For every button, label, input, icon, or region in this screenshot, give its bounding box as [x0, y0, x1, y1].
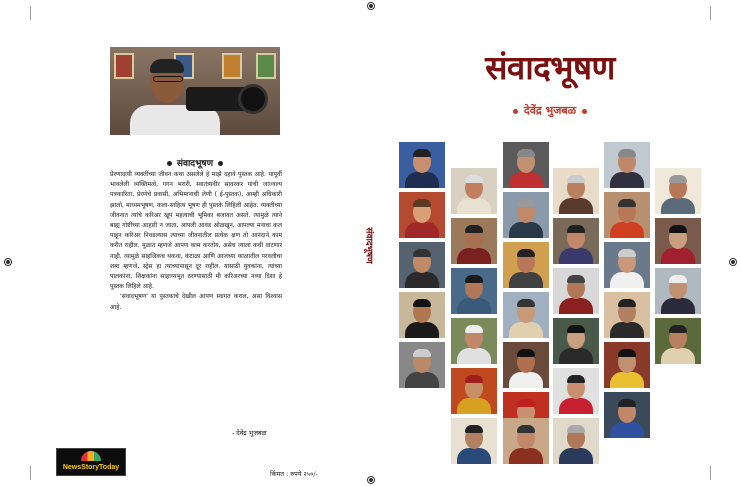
portrait-photo	[451, 268, 497, 314]
registration-mark-right	[729, 258, 737, 266]
portrait-hair	[517, 349, 535, 357]
portrait-body	[405, 322, 439, 338]
blurb-paragraph: 'संवादभूषण' या पुस्तकाचे देखील आपण स्वागत कराल, असा विश्वास आहे.	[110, 293, 282, 311]
wall-frame	[114, 53, 134, 79]
portrait-hair	[669, 325, 687, 333]
crop-mark	[710, 466, 711, 480]
portrait-photo	[604, 242, 650, 288]
portrait-body	[559, 198, 593, 214]
portrait-body	[610, 172, 644, 188]
portrait-photo	[604, 192, 650, 238]
portrait-body	[457, 398, 491, 414]
portrait-hair	[618, 149, 636, 157]
portrait-photo	[553, 318, 599, 364]
portrait-hair	[618, 199, 636, 207]
registration-mark-center	[367, 2, 375, 10]
portrait-body	[661, 348, 695, 364]
portrait-hair	[567, 375, 585, 383]
portrait-hair	[465, 325, 483, 333]
wall-frame	[256, 53, 276, 79]
portrait-hair	[517, 199, 535, 207]
wall-frame	[222, 53, 242, 79]
crop-mark	[30, 466, 31, 480]
crop-mark	[30, 6, 31, 20]
portrait-photo	[451, 168, 497, 214]
portrait-hair	[618, 349, 636, 357]
blurb-paragraph: प्रेरणादायी व्यक्तींच्या जीवन कथा असलेले हे माझे दहावे पुस्तक आहे. यापूर्वी भावलेली व्यक्तिमत्वे, गगन भरारी, स्वातंत्र्यवीर सावरकर यांची जाज्वल्य पत्रकारिता, प्रेरणेचे प्रवासी, अभिमानाची लेणी ( ई-पुस्तक), आम्ही अधिकारी झालो, माध्यमभूषण, कला-साहित्य भूषण ही पुस्तके लिहिली आहेत. व्यक्तींच्या जीवनात त्यांचे करिअर खूप महत्वाची भूमिका बजावत असते. त्यामुळे त्याने बाह्य गोष्टींच्या आहारी न जाता, आपली आवड ओळखून, आपल्या मनाचा कल पाहून करिअर निवडल्यास त्याच्या जीवनातील प्रत्येक क्षण तो आनंदाने काम करीत राहील. मुळात म्हणजे आपण काम करतोय, असेच त्याला कधी वाटणार नाही. त्यामुळे साहजिकच थकवा, कंटाळा आणि आजच्या काळातील परवलीचा शब्द म्हणजे, स्ट्रेस हा त्याच्यापासून दूर राहील. यासाठी युवकांना, त्यांच्या पालकांना, शिक्षकांना साहाय्यभूत ठरण्यासाठी मी करिअरच्या नव्या दिशा हे पुस्तक लिहिले आहे.	[110, 171, 282, 291]
publisher-logo-text: NewsStoryToday	[62, 463, 120, 471]
portrait-photo	[399, 342, 445, 388]
back-cover-title	[110, 156, 280, 169]
portrait-body	[405, 272, 439, 288]
publisher-logo	[56, 448, 126, 476]
portrait-hair	[413, 199, 431, 207]
portrait-photo	[604, 342, 650, 388]
portrait-photo	[399, 242, 445, 288]
portrait-hair	[567, 325, 585, 333]
back-cover-title-text: संवादभूषण	[176, 159, 214, 169]
portrait-photo	[503, 418, 549, 464]
portrait-hair	[517, 399, 535, 407]
portrait-hair	[669, 275, 687, 283]
portrait-body	[559, 298, 593, 314]
portrait-photo	[503, 142, 549, 188]
portrait-hair	[669, 175, 687, 183]
portrait-body	[509, 272, 543, 288]
portrait-body	[509, 172, 543, 188]
registration-mark-center-bottom	[367, 476, 375, 484]
bullet-icon	[167, 161, 172, 166]
registration-mark-left	[4, 258, 12, 266]
portrait-body	[559, 248, 593, 264]
portrait-hair	[465, 375, 483, 383]
portrait-body	[661, 198, 695, 214]
portrait-body	[457, 448, 491, 464]
portrait-hair	[413, 149, 431, 157]
back-cover-blurb	[110, 170, 282, 313]
portrait-body	[610, 272, 644, 288]
spine	[360, 215, 380, 275]
portrait-photo	[503, 342, 549, 388]
portrait-photo	[503, 292, 549, 338]
portrait-hair	[618, 299, 636, 307]
bullet-icon	[218, 161, 223, 166]
portrait-body	[559, 398, 593, 414]
portrait-hair	[517, 149, 535, 157]
front-cover-author-name: देवेंद्र भुजबळ	[523, 104, 577, 117]
author-glasses	[153, 76, 183, 82]
portrait-body	[610, 222, 644, 238]
crop-mark	[710, 6, 711, 20]
portrait-photo	[553, 268, 599, 314]
portrait-photo	[655, 218, 701, 264]
portrait-photo	[553, 368, 599, 414]
portrait-hair	[465, 425, 483, 433]
portrait-hair	[567, 175, 585, 183]
portrait-body	[559, 348, 593, 364]
portrait-hair	[567, 275, 585, 283]
portrait-photo	[451, 318, 497, 364]
camera-lens-icon	[238, 84, 268, 114]
author-hair	[150, 59, 184, 73]
front-cover-author	[470, 103, 630, 118]
portrait-hair	[669, 225, 687, 233]
portrait-body	[661, 298, 695, 314]
author-photo	[110, 47, 280, 135]
portrait-photo	[399, 142, 445, 188]
portrait-hair	[517, 299, 535, 307]
portrait-photo	[655, 168, 701, 214]
portrait-photo	[655, 268, 701, 314]
portrait-photo	[604, 292, 650, 338]
portrait-photo	[399, 192, 445, 238]
bullet-icon	[582, 109, 587, 114]
portrait-hair	[413, 249, 431, 257]
portrait-photo	[604, 142, 650, 188]
portrait-body	[405, 372, 439, 388]
portrait-body	[457, 198, 491, 214]
portrait-photo	[451, 368, 497, 414]
portrait-photo	[399, 292, 445, 338]
portrait-body	[559, 448, 593, 464]
portrait-hair	[413, 299, 431, 307]
portrait-hair	[465, 225, 483, 233]
portrait-hair	[465, 275, 483, 283]
front-cover-title: संवादभूषण	[485, 48, 615, 87]
portrait-body	[457, 348, 491, 364]
portrait-body	[457, 298, 491, 314]
portrait-hair	[618, 399, 636, 407]
portrait-hair	[413, 349, 431, 357]
portrait-hair	[567, 425, 585, 433]
portrait-body	[610, 322, 644, 338]
portrait-body	[509, 448, 543, 464]
portrait-photo	[553, 168, 599, 214]
portrait-photo	[553, 218, 599, 264]
portrait-hair	[618, 249, 636, 257]
portrait-body	[661, 248, 695, 264]
portrait-hair	[517, 425, 535, 433]
portrait-photo	[451, 218, 497, 264]
logo-emblem-icon	[81, 451, 101, 461]
portrait-body	[509, 322, 543, 338]
portrait-photo	[451, 418, 497, 464]
portrait-hair	[517, 249, 535, 257]
portrait-photo	[503, 242, 549, 288]
portrait-body	[610, 372, 644, 388]
portrait-photo	[503, 192, 549, 238]
portrait-body	[405, 222, 439, 238]
author-signature: - देवेंद्र भुजबळ	[232, 429, 267, 437]
portrait-photo	[604, 392, 650, 438]
portrait-hair	[465, 175, 483, 183]
price-label: किंमत : रुपये २५०/-	[270, 470, 318, 478]
portrait-body	[509, 222, 543, 238]
portrait-body	[610, 422, 644, 438]
spine-title: संवादभूषण	[363, 226, 374, 264]
portrait-photo	[553, 418, 599, 464]
portrait-body	[457, 248, 491, 264]
portrait-body	[405, 172, 439, 188]
bullet-icon	[513, 109, 518, 114]
portrait-body	[509, 372, 543, 388]
portrait-hair	[567, 225, 585, 233]
portrait-photo	[655, 318, 701, 364]
